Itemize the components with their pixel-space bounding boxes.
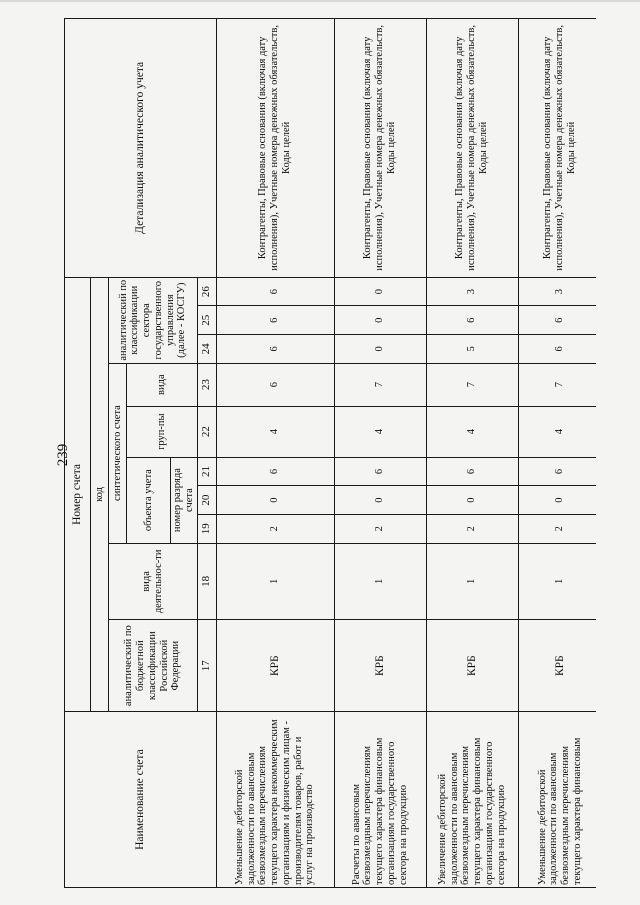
row-cell: 0 (334, 335, 426, 364)
table-row (216, 19, 334, 888)
col-number: 21 (197, 457, 216, 486)
col-number: 18 (197, 543, 216, 620)
row-cell: 1 (334, 543, 426, 620)
row-krb: КРБ (216, 620, 334, 712)
col-number: 23 (197, 363, 216, 406)
row-cell: 6 (518, 335, 596, 364)
row-cell: 7 (426, 363, 518, 406)
row-cell: 4 (426, 406, 518, 457)
row-cell: 2 (518, 514, 596, 543)
col-number: 22 (197, 406, 216, 457)
header-synthetic: синтетического счета (109, 363, 127, 543)
rotated-table-inner (64, 18, 596, 888)
row-cell: 2 (426, 514, 518, 543)
row-cell: 6 (518, 306, 596, 335)
row-cell: 7 (334, 363, 426, 406)
row-account-name: Расчеты по авансовым безвозмездным перечислениям текущего характера финансовым организациям государственного сектора на продукцию (334, 712, 426, 888)
row-cell: 4 (334, 406, 426, 457)
row-detail: Контрагенты, Правовые основания (включая дату исполнения), Учетные номера денежных обязательств, Коды целей (216, 19, 334, 278)
row-account-name: Уменьшение дебиторской задолженности по авансовым безвозмездным перечислениям текущего характера финансовым (518, 712, 596, 888)
header-detail: Детализация аналитического учета (65, 19, 217, 278)
row-cell: 4 (216, 406, 334, 457)
row-krb: КРБ (518, 620, 596, 712)
row-cell: 6 (334, 457, 426, 486)
page-number: 239 (55, 443, 71, 467)
row-cell: 6 (216, 457, 334, 486)
col-number: 17 (197, 620, 216, 712)
row-cell: 5 (426, 335, 518, 364)
row-cell: 0 (216, 486, 334, 515)
header-object: объекта учета (127, 457, 171, 543)
table-row (518, 19, 596, 888)
header-code: код (91, 277, 109, 711)
row-cell: 3 (426, 277, 518, 306)
header-analytic-budget: аналитический по бюджетной классификации Российской Федерации (109, 620, 198, 712)
row-cell: 1 (518, 543, 596, 620)
rotated-table-frame (64, 18, 596, 888)
row-cell: 6 (216, 306, 334, 335)
row-cell: 1 (216, 543, 334, 620)
row-cell: 3 (518, 277, 596, 306)
row-cell: 2 (334, 514, 426, 543)
row-cell: 0 (334, 486, 426, 515)
row-cell: 0 (334, 306, 426, 335)
header-activity-type: вида деятельнос-ти (109, 543, 198, 620)
header-group: груп-пы (127, 406, 198, 457)
row-cell: 0 (518, 486, 596, 515)
header-account-number: Номер счета (65, 277, 91, 711)
header-analytic-kosgu: аналитический по классификации сектора государственного управления (далее - КОСГУ) (109, 277, 198, 363)
row-cell: 4 (518, 406, 596, 457)
row-cell: 6 (216, 335, 334, 364)
header-kind: вида (127, 363, 198, 406)
col-number: 24 (197, 335, 216, 364)
row-cell: 6 (518, 457, 596, 486)
row-cell: 6 (426, 457, 518, 486)
col-number: 26 (197, 277, 216, 306)
row-account-name: Увеличение дебиторской задолженности по авансовым безвозмездным перечислениям текущего характера финансовым организациям государственного сектора на продукцию (426, 712, 518, 888)
row-cell: 1 (426, 543, 518, 620)
row-cell: 6 (216, 277, 334, 306)
row-cell: 0 (334, 277, 426, 306)
table-row (334, 19, 426, 888)
row-cell: 6 (426, 306, 518, 335)
row-krb: КРБ (334, 620, 426, 712)
header-account-name: Наименование счета (65, 712, 217, 888)
row-cell: 2 (216, 514, 334, 543)
row-cell: 6 (216, 363, 334, 406)
header-digit-number: номер разряда счета (171, 457, 198, 543)
row-cell: 0 (426, 486, 518, 515)
row-account-name: Уменьшение дебиторской задолженности по авансовым безвозмездным перечислениям текущего характера некоммерческим организациям и физическим лицам - производителям товаров, работ и услуг на производство (216, 712, 334, 888)
col-number: 25 (197, 306, 216, 335)
row-detail: Контрагенты, Правовые основания (включая дату исполнения), Учетные номера денежных обязательств, Коды целей (426, 19, 518, 278)
row-detail: Контрагенты, Правовые основания (включая дату исполнения), Учетные номера денежных обязательств, Коды целей (518, 19, 596, 278)
accounts-table (64, 18, 596, 888)
row-krb: КРБ (426, 620, 518, 712)
row-cell: 7 (518, 363, 596, 406)
row-detail: Контрагенты, Правовые основания (включая дату исполнения), Учетные номера денежных обязательств, Коды целей (334, 19, 426, 278)
table-row (426, 19, 518, 888)
col-number: 19 (197, 514, 216, 543)
col-number: 20 (197, 486, 216, 515)
